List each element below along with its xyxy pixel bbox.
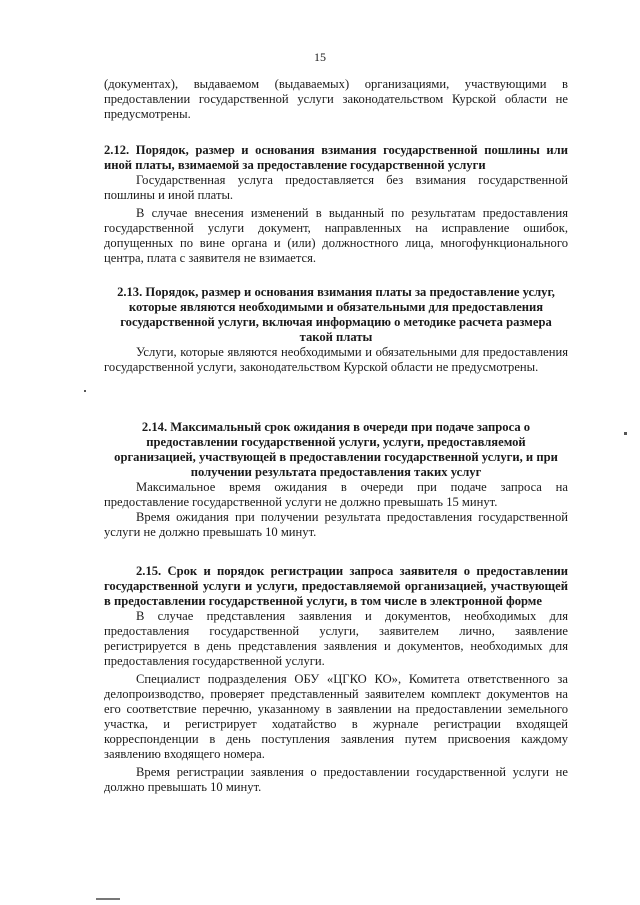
document-body <box>104 77 568 795</box>
scan-edge-mark <box>96 898 120 900</box>
paragraph-2-12-a: Государственная услуга предоставляется без взимания государственной пошлины и иной платы. <box>104 173 568 202</box>
paragraph-intro: (документах), выдаваемом (выдаваемых) организациями, участвующими в предоставлении государственной услуги законодательством Курской области не предусмотрены. <box>104 77 568 121</box>
paragraph-2-15-a: В случае представления заявления и документов, необходимых для предоставления государственной услуги, заявителем лично, заявление регистрируется в день представления заявления и документов, необходимых для предоставления государственной услуги. <box>104 609 568 668</box>
scan-speck <box>84 390 86 392</box>
paragraph-2-14-a: Максимальное время ожидания в очереди при подаче запроса на предоставление государственной услуги не должно превышать 15 минут. <box>104 480 568 509</box>
paragraph-2-12-b: В случае внесения изменений в выданный по результатам предоставления государственной услуги документ, направленных на исправление ошибок, допущенных по вине органа и (или) должностного лица, многофункционального центра, плата с заявителя не взимается. <box>104 206 568 265</box>
heading-2-12: 2.12. Порядок, размер и основания взимания государственной пошлины или иной платы, взимаемой за предоставление государственной услуги <box>104 143 568 172</box>
heading-2-13: 2.13. Порядок, размер и основания взимания платы за предоставление услуг, которые являются необходимыми и обязательными для предоставления государственной услуги, включая информацию о методике расчета размера такой платы <box>117 285 555 344</box>
paragraph-2-15-c: Время регистрации заявления о предоставлении государственной услуги не должно превышать 10 минут. <box>104 765 568 794</box>
paragraph-2-13: Услуги, которые являются необходимыми и обязательными для предоставления государственной услуги, законодательством Курской области не предусмотрены. <box>104 345 568 374</box>
paragraph-2-14-b: Время ожидания при получении результата предоставления государственной услуги не должно превышать 10 минут. <box>104 510 568 539</box>
scan-speck <box>624 432 627 435</box>
heading-2-14: 2.14. Максимальный срок ожидания в очереди при подаче запроса о предоставлении государственной услуги, услуги, предоставляемой организацией, участвующей в предоставлении государственной услуги, и при получении результата предоставления таких услуг <box>114 420 558 479</box>
page-number: 15 <box>314 50 326 64</box>
heading-2-15: 2.15. Срок и порядок регистрации запроса заявителя о предоставлении государственной услуги и услуги, предоставляемой организацией, участвующей в предоставлении государственной услуги, в том числе в электронной форме <box>104 564 568 608</box>
paragraph-2-15-b: Специалист подразделения ОБУ «ЦГКО КО», Комитета ответственного за делопроизводство, проверяет представленный заявителем комплект документов на его соответствие перечню, указанному в заявлении на предоставлении земельного участка, и регистрирует ходатайство в журнале регистрации входящей корреспонденции в день поступления заявления путем присвоения каждому заявлению входящего номера. <box>104 672 568 761</box>
